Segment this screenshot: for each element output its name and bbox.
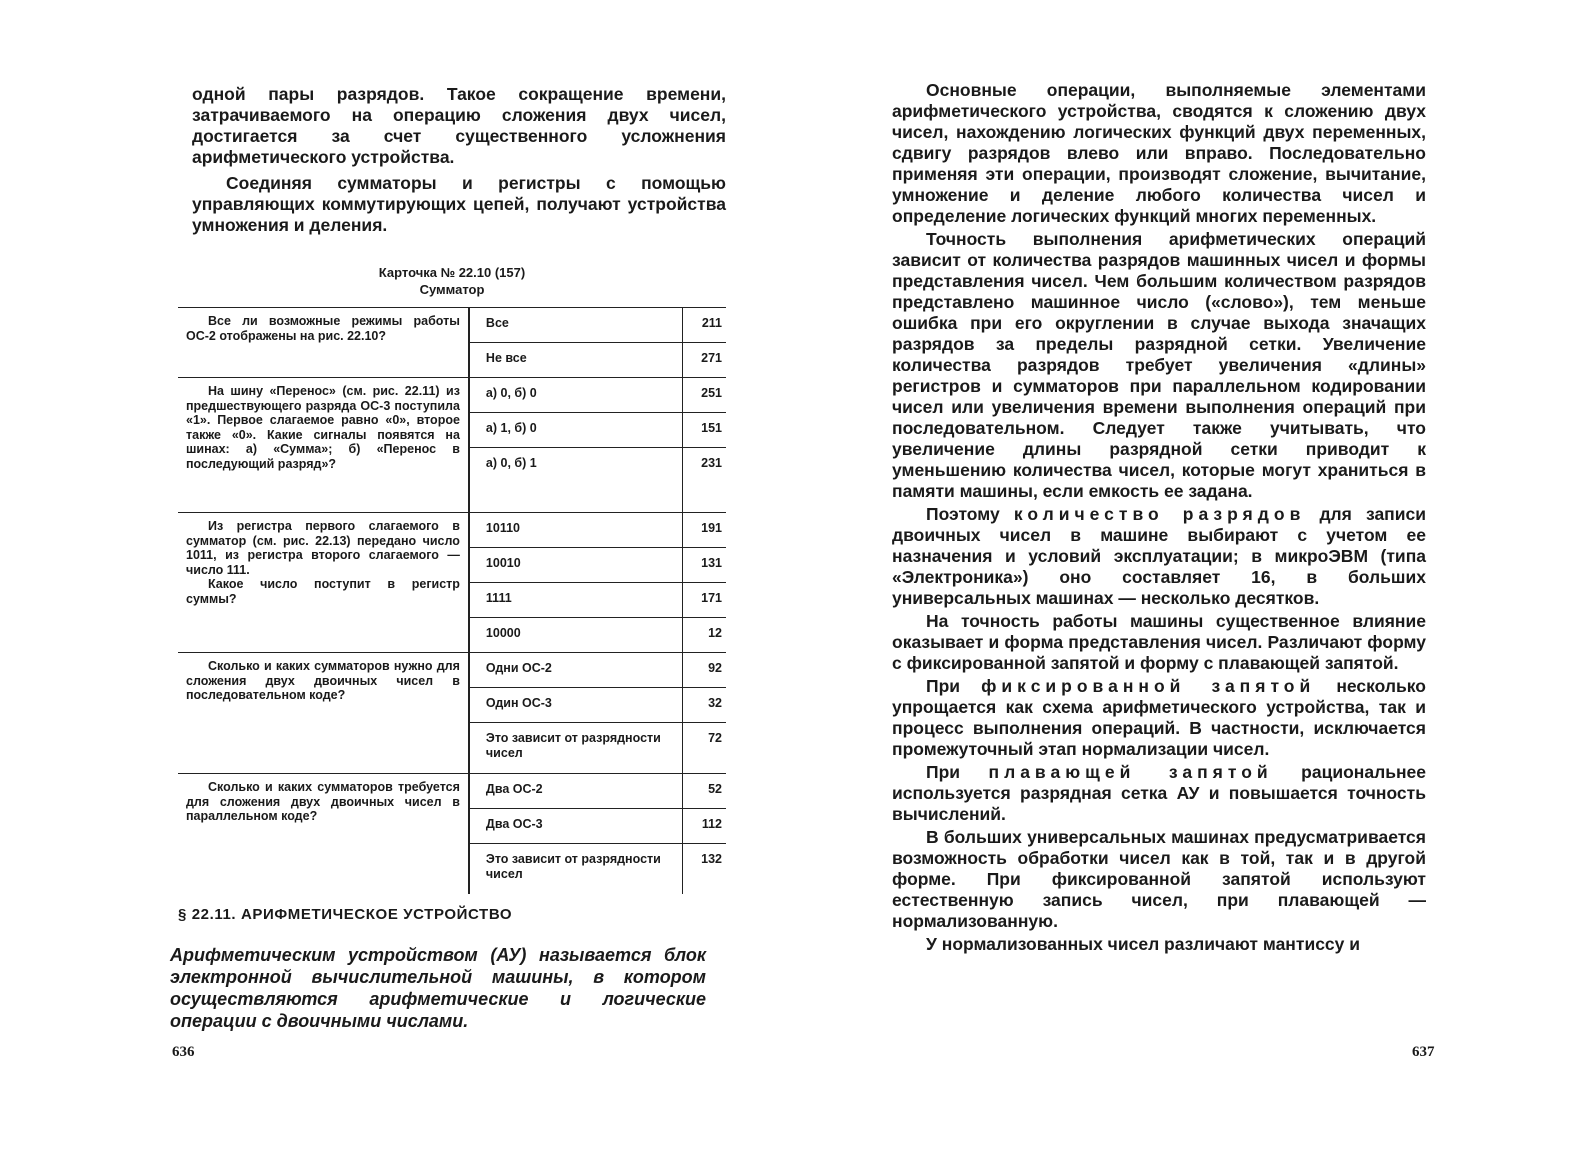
card-answer: а) 0, б) 1 xyxy=(469,448,683,513)
card-answer-code: 92 xyxy=(683,653,726,688)
card-question: Сколько и каких сумматоров нужно для сложения двух двоичных чисел в последовательном коде? xyxy=(178,653,469,774)
card-row xyxy=(178,653,726,688)
right-paragraph-8: У нормализованных чисел различают мантиссу и xyxy=(926,934,1361,954)
card-header xyxy=(178,264,726,298)
card-answer-code: 191 xyxy=(683,513,726,548)
right-paragraph-6: При плавающей запятой рациональнее используется разрядная сетка АУ и повышается точность вычислений. xyxy=(892,762,1426,824)
card-answer-code: 72 xyxy=(683,723,726,774)
card-answer-code: 271 xyxy=(683,343,726,378)
card-answer-code: 131 xyxy=(683,548,726,583)
card-answer: Это зависит от разрядности чисел xyxy=(469,723,683,774)
card-answer-code: 112 xyxy=(683,809,726,844)
spaced-emphasis: количество разрядов xyxy=(1013,504,1306,524)
card-answer: Два ОС-3 xyxy=(469,809,683,844)
card-answer: 10110 xyxy=(469,513,683,548)
card-answer-code: 52 xyxy=(683,774,726,809)
left-body-text xyxy=(192,84,726,236)
left-paragraph-1: одной пары разрядов. Такое сокращение времени, затрачиваемого на операцию сложения двух чисел, достигается за счет существенного усложнения арифметического устройства. xyxy=(192,84,726,167)
definition-paragraph: Арифметическим устройством (АУ) называется блок электронной вычислительной машины, в котором осуществляются арифметические и логические операции с двоичными числами. xyxy=(170,945,706,1031)
card-row xyxy=(178,378,726,413)
card-answer-code: 251 xyxy=(683,378,726,413)
section-heading: § 22.11. АРИФМЕТИЧЕСКОЕ УСТРОЙСТВО xyxy=(178,906,513,923)
card-answer-code: 132 xyxy=(701,852,722,866)
card-answer-code: 211 xyxy=(683,308,726,343)
card-answer: 1111 xyxy=(469,583,683,618)
card-answer: Два ОС-2 xyxy=(469,774,683,809)
right-paragraph-7: В больших универсальных машинах предусматривается возможность обработки чисел как в той, так и в другой форме. При фиксированной запятой используют естественную запись чисел, при плавающей — нормализованную. xyxy=(892,827,1426,931)
question-card-table xyxy=(178,307,726,894)
card-answer: Все xyxy=(469,308,683,343)
card-row xyxy=(178,513,726,548)
card-answer: Одни ОС-2 xyxy=(469,653,683,688)
card-question: Сколько и каких сумматоров требуется для сложения двух двоичных чисел в параллельном коде? xyxy=(178,774,469,895)
right-paragraph-2: Точность выполнения арифметических операций зависит от количества разрядов машинных чисел и формы представления чисел. Чем большим количеством разрядов представлено машинное число («слово»), тем меньше ошибка при его округлении в случае выхода значащих разрядов за пределы разрядной сетки. Увеличение количества разрядов требует увеличения «длины» регистров и сумматоров при параллельном кодировании чисел или увеличения времени выполнения операций при последовательном. Следует также учитывать, что увеличение длины разрядной сетки приводит к уменьшению количества чисел, которые могут храниться в памяти машины, если емкость ее задана. xyxy=(892,229,1426,501)
card-question: На шину «Перенос» (см. рис. 22.11) из предшествующего разряда ОС-3 поступила «1». Первое слагаемое равно «0», второе также «0». Какие сигналы появятся на шинах: а) «Сумма»; б) «Перенос в последующий разряд»? xyxy=(178,378,469,513)
right-paragraph-1: Основные операции, выполняемые элементами арифметического устройства, сводятся к сложению двух чисел, нахождению логических функций двух переменных, сдвигу разрядов влево или вправо. Последовательно применяя эти операции, производят сложение, вычитание, умножение и деление любого количества чисел и определение логических функций многих переменных. xyxy=(892,80,1426,226)
card-answer: Один ОС-3 xyxy=(469,688,683,723)
card-answer: 10010 xyxy=(469,548,683,583)
card-answer-code: 151 xyxy=(683,413,726,448)
card-answer-code: 231 xyxy=(683,448,726,513)
page-number-right: 637 xyxy=(1412,1044,1435,1060)
card-answer: 10000 xyxy=(469,618,683,653)
card-question: Из регистра первого слагаемого в сумматор (см. рис. 22.13) передано число 1011, из регистра второго слагаемого — число 111. Какое число поступит в регистр суммы? xyxy=(178,513,469,653)
card-question: Все ли возможные режимы работы ОС-2 отображены на рис. 22.10? xyxy=(178,308,469,378)
card-answer-code: 32 xyxy=(683,688,726,723)
spaced-emphasis: фиксированной запятой xyxy=(981,676,1316,696)
card-answer: Это зависит от разрядности чисел xyxy=(469,844,683,895)
card-row xyxy=(178,774,726,809)
right-paragraph-3: Поэтому количество разрядов для записи двоичных чисел в машине выбирают с учетом ее назначения и условий эксплуатации; в микроЭВМ (типа «Электроника») оно составляет 16, в больших универсальных машинах — несколько десятков. xyxy=(892,504,1427,608)
right-paragraph-4: На точность работы машины существенное влияние оказывает и форма представления чисел. Различают форму с фиксированной запятой и форму с плавающей запятой. xyxy=(892,611,1426,673)
right-page xyxy=(792,0,1584,1153)
card-subtitle: Сумматор xyxy=(419,282,485,297)
spaced-emphasis: плавающей запятой xyxy=(988,762,1273,782)
card-answer: а) 1, б) 0 xyxy=(469,413,683,448)
card-answer: Не все xyxy=(469,343,683,378)
page-number-left: 636 xyxy=(172,1044,195,1060)
card-answer-code: 171 xyxy=(683,583,726,618)
right-body-text xyxy=(892,80,1426,955)
left-paragraph-2: Соединяя сумматоры и регистры с помощью управляющих коммутирующих цепей, получают устройства умножения и деления. xyxy=(192,173,726,235)
card-answer: а) 0, б) 0 xyxy=(469,378,683,413)
card-answer-code: 12 xyxy=(683,618,726,653)
card-row xyxy=(178,308,726,343)
right-paragraph-5: При фиксированной запятой несколько упрощается как схема арифметического устройства, так и процесс выполнения операций. В частности, исключается промежуточный этап нормализации чисел. xyxy=(892,676,1426,759)
card-title: Карточка № 22.10 (157) xyxy=(378,265,526,280)
